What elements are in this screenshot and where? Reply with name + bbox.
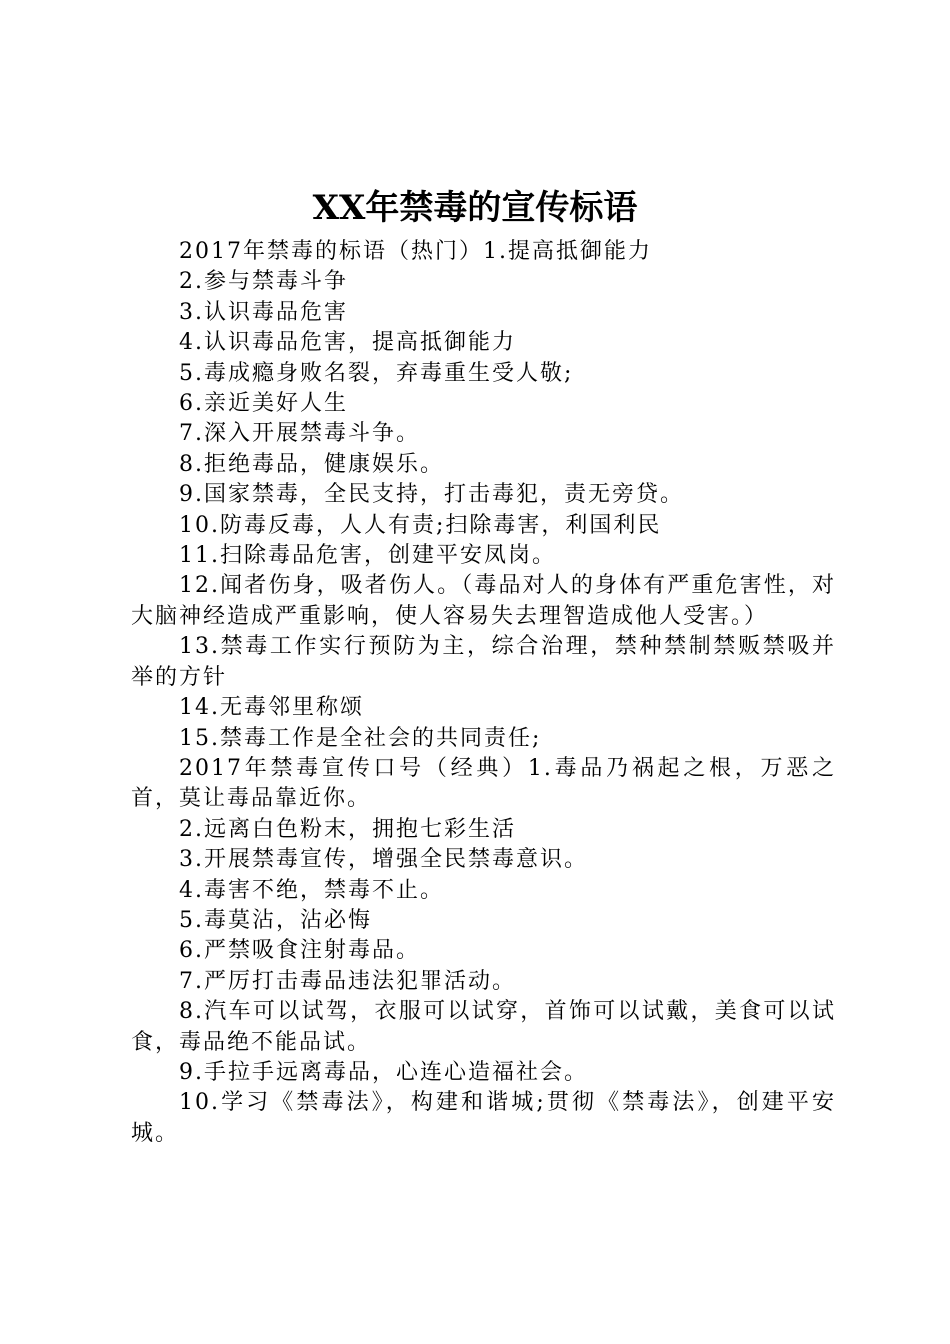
- paragraph: 14.无毒邻里称颂: [179, 695, 364, 721]
- paragraph: 3.认识毒品危害: [179, 299, 348, 325]
- paragraph: 8.汽车可以试驾，衣服可以试穿，首饰可以试戴，美食可以试食，毒品绝不能品试。: [131, 999, 836, 1055]
- paragraph: 12.闻者伤身，吸者伤人。（毒品对人的身体有严重危害性，对大脑神经造成严重影响，使人容易失去理智造成他人受害。）: [131, 573, 836, 629]
- paragraph: 2.远离白色粉末，拥抱七彩生活: [179, 816, 516, 842]
- paragraph: 8.拒绝毒品，健康娱乐。: [179, 451, 444, 477]
- paragraph: 6.严禁吸食注射毒品。: [179, 938, 420, 964]
- document-title: XX年禁毒的宣传标语: [312, 188, 638, 228]
- paragraph: 11.扫除毒品危害，创建平安凤岗。: [179, 543, 556, 569]
- paragraph: 4.毒害不绝，禁毒不止。: [179, 877, 444, 903]
- paragraph: 4.认识毒品危害，提高抵御能力: [179, 330, 516, 356]
- paragraph: 2.参与禁毒斗争: [179, 269, 348, 295]
- paragraph: 9.国家禁毒，全民支持，打击毒犯，责无旁贷。: [179, 482, 684, 508]
- paragraph: 7.深入开展禁毒斗争。: [179, 421, 420, 447]
- paragraph: 10.防毒反毒，人人有责;扫除毒害，利国利民: [179, 512, 662, 538]
- paragraph: 7.严厉打击毒品违法犯罪活动。: [179, 968, 516, 994]
- paragraph: 3.开展禁毒宣传，增强全民禁毒意识。: [179, 847, 588, 873]
- paragraph: 2017年禁毒的标语（热门）1.提高抵御能力: [179, 239, 652, 264]
- paragraph: 5.毒莫沾，沾必悔: [179, 907, 372, 933]
- paragraph: 9.手拉手远离毒品，心连心造福社会。: [179, 1059, 588, 1085]
- paragraph: 2017年禁毒宣传口号（经典）1.毒品乃祸起之根，万恶之首，莫让毒品靠近你。: [131, 755, 836, 812]
- paragraph: 5.毒成瘾身败名裂，弃毒重生受人敬;: [179, 360, 574, 386]
- paragraph: 13.禁毒工作实行预防为主，综合治理，禁种禁制禁贩禁吸并举的方针: [131, 634, 836, 690]
- paragraph: 10.学习《禁毒法》，构建和谐城;贯彻《禁毒法》，创建平安城。: [131, 1090, 836, 1146]
- paragraph: 6.亲近美好人生: [179, 391, 348, 417]
- document-body: [131, 237, 836, 1149]
- paragraph: 15.禁毒工作是全社会的共同责任;: [179, 725, 542, 751]
